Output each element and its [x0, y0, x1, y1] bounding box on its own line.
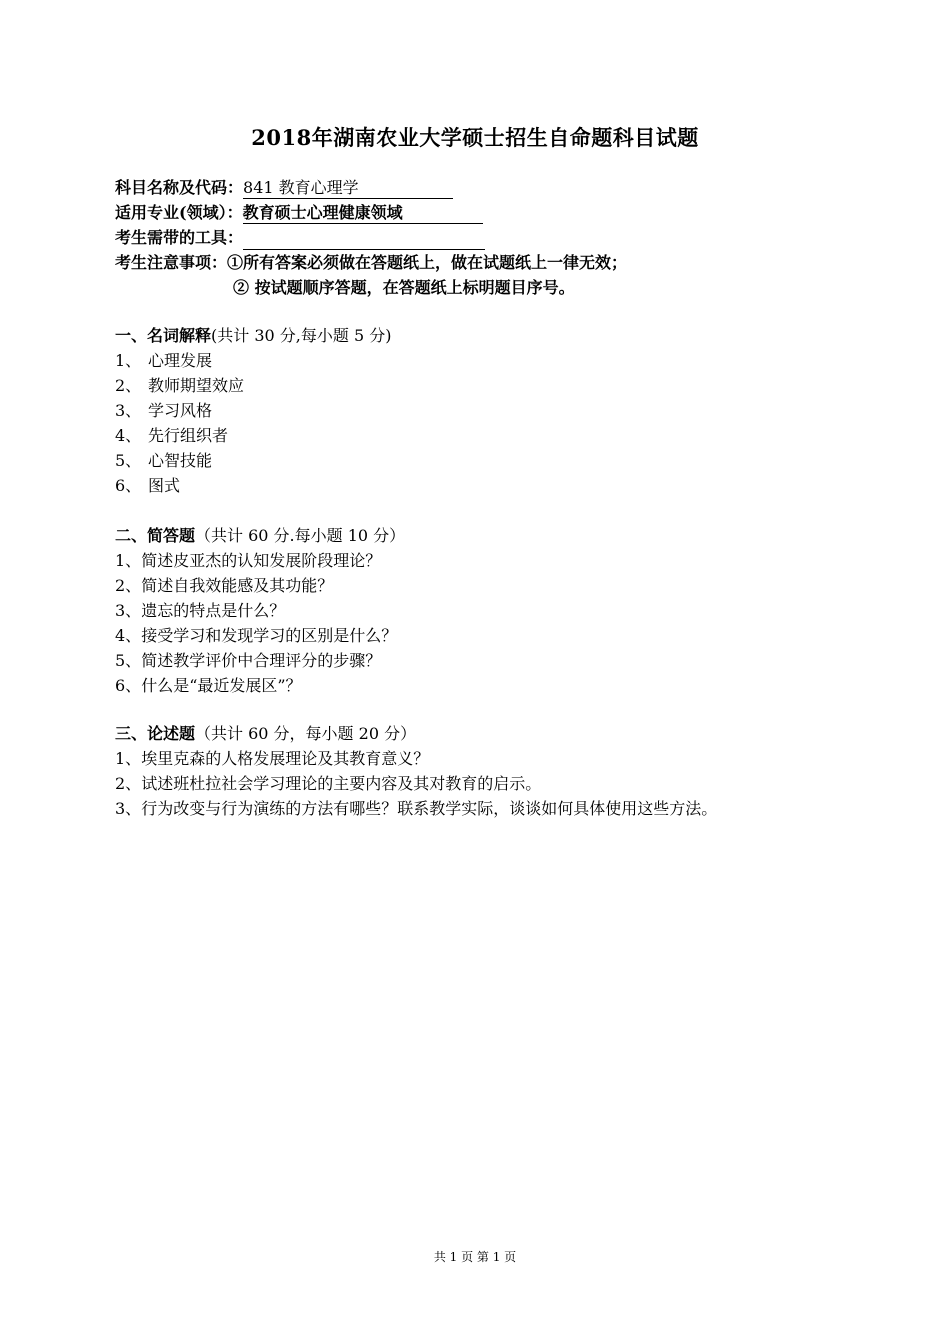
item-text: 简述教学评价中合理评分的步骤？ [141, 651, 382, 670]
item-number: 4、 [115, 626, 142, 645]
section-detail: （共计 60 分.每小题 10 分） [195, 526, 406, 545]
list-item [115, 348, 391, 373]
section-detail: (共计 30 分,每小题 5 分) [211, 326, 392, 345]
subject-row [115, 175, 627, 200]
list-item [115, 573, 405, 598]
subject-value: 841 教育心理学 [243, 178, 453, 199]
item-number: 3、 [115, 401, 142, 420]
tools-value [243, 229, 485, 250]
item-number: 2、 [115, 576, 142, 595]
tools-row [115, 225, 627, 250]
list-item [115, 373, 391, 398]
notes-row [115, 250, 627, 275]
list-item [115, 796, 717, 821]
item-text: 埃里克森的人格发展理论及其教育意义？ [141, 749, 430, 768]
item-text: 教师期望效应 [148, 376, 245, 395]
section-title: 二、简答题 [115, 526, 196, 545]
list-item [115, 398, 391, 423]
subject-label: 科目名称及代码： [115, 178, 244, 197]
section-heading [115, 523, 405, 548]
list-item [115, 673, 405, 698]
item-text: 简述自我效能感及其功能？ [141, 576, 334, 595]
item-text: 遗忘的特点是什么？ [141, 601, 286, 620]
item-text: 试述班杜拉社会学习理论的主要内容及其对教育的启示。 [141, 774, 542, 793]
item-text: 接受学习和发现学习的区别是什么？ [141, 626, 398, 645]
item-text: 先行组织者 [148, 426, 229, 445]
list-item [115, 771, 717, 796]
exam-title: 2018年湖南农业大学硕士招生自命题科目试题 [251, 125, 699, 150]
list-item [115, 473, 391, 498]
list-item [115, 648, 405, 673]
item-number: 3、 [115, 601, 142, 620]
section-heading [115, 721, 717, 746]
notes-label: 考生注意事项： [115, 253, 228, 272]
section-detail: （共计 60 分，每小题 20 分） [195, 724, 417, 743]
item-text: 行为改变与行为演练的方法有哪些？联系教学实际，谈谈如何具体使用这些方法。 [141, 799, 718, 818]
list-item [115, 598, 405, 623]
item-number: 3、 [115, 799, 142, 818]
item-number: 1、 [115, 749, 142, 768]
item-number: 4、 [115, 426, 142, 445]
section-short-answer [115, 523, 405, 698]
item-number: 5、 [115, 651, 142, 670]
item-text: 学习风格 [148, 401, 213, 420]
page-footer: 共 1 页 第 1 页 [433, 1250, 517, 1264]
item-text: 简述皮亚杰的认知发展阶段理论？ [141, 551, 382, 570]
list-item [115, 423, 391, 448]
section-title: 一、名词解释 [115, 326, 212, 345]
item-text: 心理发展 [148, 351, 213, 370]
list-item [115, 623, 405, 648]
list-item [115, 746, 717, 771]
item-number: 6、 [115, 476, 142, 495]
list-item [115, 448, 391, 473]
item-number: 6、 [115, 676, 142, 695]
section-title: 三、论述题 [115, 724, 196, 743]
section-heading [115, 323, 391, 348]
item-text: 什么是“最近发展区”？ [141, 676, 302, 695]
item-number: 5、 [115, 451, 142, 470]
major-row [115, 200, 627, 225]
tools-label: 考生需带的工具： [115, 228, 244, 247]
notes-row-2 [115, 275, 627, 300]
item-number: 1、 [115, 351, 142, 370]
item-text: 心智技能 [148, 451, 213, 470]
item-number: 2、 [115, 376, 142, 395]
item-number: 2、 [115, 774, 142, 793]
major-label: 适用专业(领域）： [115, 203, 243, 222]
exam-meta [115, 175, 627, 300]
section-terms [115, 323, 391, 498]
item-number: 1、 [115, 551, 142, 570]
list-item [115, 548, 405, 573]
item-text: 图式 [148, 476, 181, 495]
note-1: ①所有答案必须做在答题纸上，做在试题纸上一律无效； [227, 253, 628, 272]
major-value: 教育硕士心理健康领域 [243, 203, 483, 224]
note-2: ② 按试题顺序答题，在答题纸上标明题目序号。 [233, 278, 575, 297]
section-essay [115, 721, 717, 821]
